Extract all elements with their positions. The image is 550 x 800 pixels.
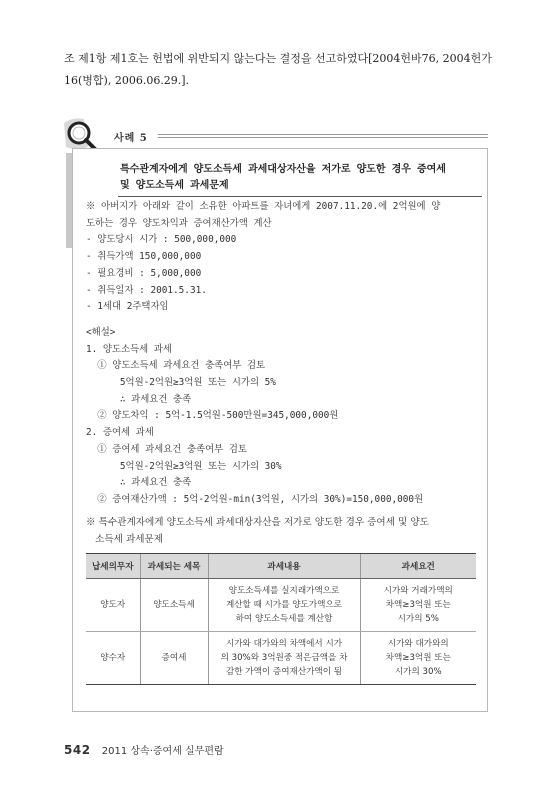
table-cell: 양도소득세 — [140, 579, 208, 632]
case-body — [86, 199, 482, 509]
note-line: ※ 특수관계자에게 양도소득세 과세대상자산을 저가로 양도한 경우 증여세 및 양도 — [86, 517, 429, 528]
table-header-cell: 과세요건 — [360, 554, 476, 579]
title-divider — [118, 196, 482, 197]
table-cell: 시가와 대가와의 차액에서 시가 의 30%와 3억원중 적은금액을 차 감한 가액이 증여재산가액이 됨 — [208, 632, 360, 685]
body-line: <해설> — [86, 326, 116, 338]
table-cell: 시가와 거래가액의 차액≥3억원 또는 시가의 5% — [360, 579, 476, 632]
table-header-cell: 과세되는 세목 — [140, 554, 208, 579]
body-line: ※ 아버지가 아래와 같이 소유한 아파트를 자녀에게 2007.11.20.에 2억원에 양 — [86, 201, 441, 212]
case-title-line: 특수관계자에게 양도소득세 과세대상자산을 저가로 양도한 경우 증여세 — [120, 164, 446, 175]
body-line: - 취득가액 150,000,000 — [86, 251, 202, 263]
case-title-line: 및 양도소득세 과세문제 — [120, 180, 229, 191]
case-title — [120, 162, 482, 194]
body-line: - 필요경비 : 5,000,000 — [86, 267, 202, 279]
body-line: ① 양도소득세 과세요건 충족여부 검토 — [86, 360, 266, 372]
case-label: 사례 5 — [114, 133, 148, 144]
body-line: - 양도당시 시가 : 500,000,000 — [86, 234, 237, 246]
body-line: ② 양도차익 : 5억-1.5억원-500만원=345,000,000원 — [86, 410, 339, 422]
table-cell: 양수자 — [86, 632, 140, 685]
body-line: - 1세대 2주택자임 — [86, 301, 169, 313]
page-number: 542 — [64, 743, 91, 757]
body-line: 1. 양도소득세 과세 — [86, 343, 172, 355]
body-line: 2. 증여세 과세 — [86, 427, 154, 439]
tax-summary-table — [86, 553, 476, 685]
summary-note — [86, 514, 482, 548]
body-line: 도하는 경우 양도차익과 증여재산가액 계산 — [86, 217, 272, 229]
body-line: 5억원-2억원≥3억원 또는 시가의 5% — [86, 377, 276, 389]
case-divider — [158, 134, 488, 138]
table-header-cell: 납세의무자 — [86, 554, 140, 579]
intro-line: 16(병합), 2006.06.29.]. — [64, 74, 190, 87]
body-line: - 취득일자 : 2001.5.31. — [86, 284, 207, 296]
book-title: 2011 상속·증여세 실무편람 — [101, 746, 224, 757]
spacer — [86, 316, 482, 325]
table-header-cell: 과세내용 — [208, 554, 360, 579]
intro-paragraph — [64, 48, 494, 92]
table-row — [86, 632, 476, 685]
table-row — [86, 579, 476, 632]
note-line: 소득세 과세문제 — [86, 534, 164, 545]
table-cell: 양도소득세를 실지래가액으로 계산할 때 시가를 양도가액으로 하여 양도소득세를 계산함 — [208, 579, 360, 632]
table-header-row — [86, 554, 476, 579]
body-line: ∴ 과세요건 충족 — [86, 477, 192, 489]
table-cell: 증여세 — [140, 632, 208, 685]
page-footer — [64, 742, 224, 757]
intro-line: 조 제1항 제1호는 헌법에 위반되지 않는다는 결정을 선고하였다[2004헌바76, 2004헌가 — [64, 52, 492, 65]
body-line: ① 증여세 과세요건 충족여부 검토 — [86, 443, 247, 455]
body-line: 5억원-2억원≥3억원 또는 시가의 30% — [86, 460, 282, 472]
body-line: ② 증여재산가액 : 5억-2억원-min(3억원, 시가의 30%)=150,000,000원 — [86, 493, 424, 505]
table-cell: 시가와 대가와의 차액≥3억원 또는 시가의 30% — [360, 632, 476, 685]
body-line: ∴ 과세요건 충족 — [86, 393, 192, 405]
table-cell: 양도자 — [86, 579, 140, 632]
